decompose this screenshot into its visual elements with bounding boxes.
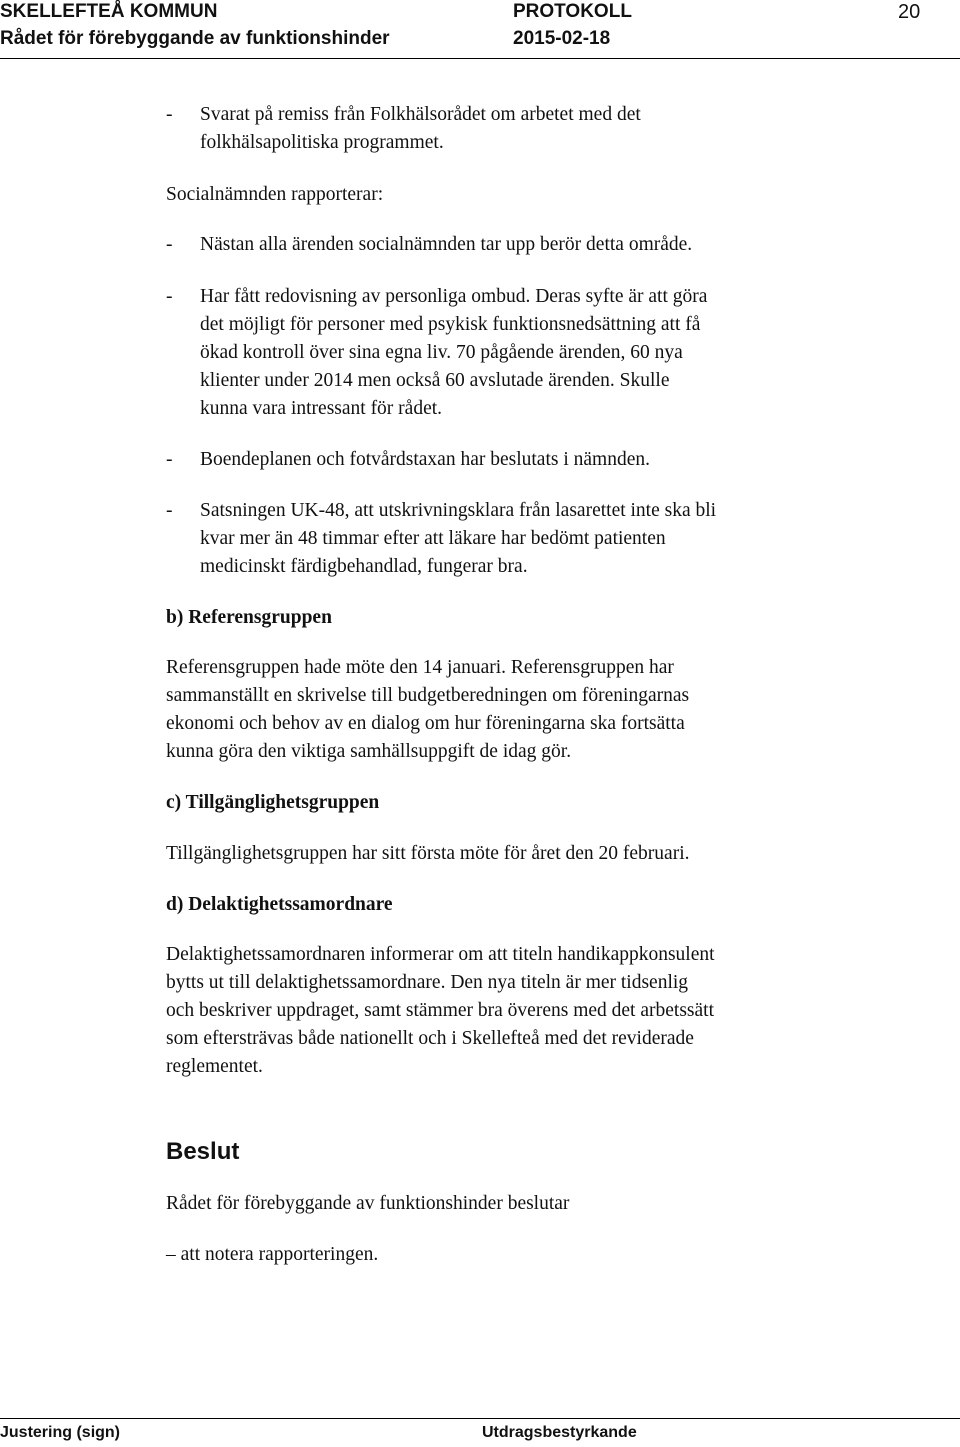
beslut-text: Rådet för förebyggande av funktionshinder beslutar xyxy=(166,1193,570,1214)
social-item-2-line: Har fått redovisning av personliga ombud. Deras syfte är att göra xyxy=(200,286,708,307)
section-b-heading: b) Referensgruppen xyxy=(166,607,332,628)
social-item-3: Boendeplanen och fotvårdstaxan har beslutats i nämnden. xyxy=(200,449,650,470)
section-d-line: reglementet. xyxy=(166,1056,263,1077)
intro-item-line: folkhälsapolitiska programmet. xyxy=(200,132,444,153)
footer-utdragsbestyrkande: Utdragsbestyrkande xyxy=(482,1424,637,1441)
social-item-4-line: medicinskt färdigbehandlad, fungerar bra. xyxy=(200,556,528,577)
header-org: SKELLEFTEÅ KOMMUN xyxy=(0,1,218,22)
section-b-line: Referensgruppen hade möte den 14 januari. Referensgruppen har xyxy=(166,657,674,678)
footer-divider xyxy=(0,1418,960,1419)
header-date: 2015-02-18 xyxy=(513,28,611,49)
beslut-decision: – att notera rapporteringen. xyxy=(166,1244,379,1265)
section-b-line: kunna göra den viktiga samhällsuppgift de idag gör. xyxy=(166,741,572,762)
list-dash: - xyxy=(166,234,173,255)
header-doc-type: PROTOKOLL xyxy=(513,1,632,22)
list-dash: - xyxy=(166,500,173,521)
beslut-heading: Beslut xyxy=(166,1138,240,1165)
section-c-heading: c) Tillgänglighetsgruppen xyxy=(166,792,380,813)
page-number: 20 xyxy=(898,1,921,23)
list-dash: - xyxy=(166,104,173,125)
social-item-2-line: kunna vara intressant för rådet. xyxy=(200,398,443,419)
social-item-2-line: det möjligt för personer med psykisk funktionsnedsättning att få xyxy=(200,314,701,335)
header-divider xyxy=(0,58,960,59)
list-dash: - xyxy=(166,286,173,307)
social-item-2-line: ökad kontroll över sina egna liv. 70 pågående ärenden, 60 nya xyxy=(200,342,683,363)
header-council: Rådet för förebyggande av funktionshinder xyxy=(0,28,390,49)
footer-justering: Justering (sign) xyxy=(0,1424,121,1441)
social-item-2-line: klienter under 2014 men också 60 avslutade ärenden. Skulle xyxy=(200,370,670,391)
section-d-line: Delaktighetssamordnaren informerar om att titeln handikappkonsulent xyxy=(166,944,715,965)
social-heading: Socialnämnden rapporterar: xyxy=(166,184,384,205)
intro-item-line: Svarat på remiss från Folkhälsorådet om arbetet med det xyxy=(200,104,641,125)
section-c-line: Tillgänglighetsgruppen har sitt första möte för året den 20 februari. xyxy=(166,843,690,864)
social-item-4-line: Satsningen UK-48, att utskrivningsklara från lasarettet inte ska bli xyxy=(200,500,717,521)
section-d-line: och beskriver uppdraget, samt stämmer bra överens med det arbetssätt xyxy=(166,1000,714,1021)
list-dash: - xyxy=(166,449,173,470)
section-d-line: som eftersträvas både nationellt och i Skellefteå med det reviderade xyxy=(166,1028,694,1049)
section-d-line: bytts ut till delaktighetssamordnare. Den nya titeln är mer tidsenlig xyxy=(166,972,689,993)
section-b-line: sammanställt en skrivelse till budgetberedningen om föreningarnas xyxy=(166,685,690,706)
section-b-line: ekonomi och behov av en dialog om hur föreningarna ska fortsätta xyxy=(166,713,685,734)
social-item-1: Nästan alla ärenden socialnämnden tar upp berör detta område. xyxy=(200,234,693,255)
social-item-4-line: kvar mer än 48 timmar efter att läkare har bedömt patienten xyxy=(200,528,666,549)
section-d-heading: d) Delaktighetssamordnare xyxy=(166,894,393,915)
